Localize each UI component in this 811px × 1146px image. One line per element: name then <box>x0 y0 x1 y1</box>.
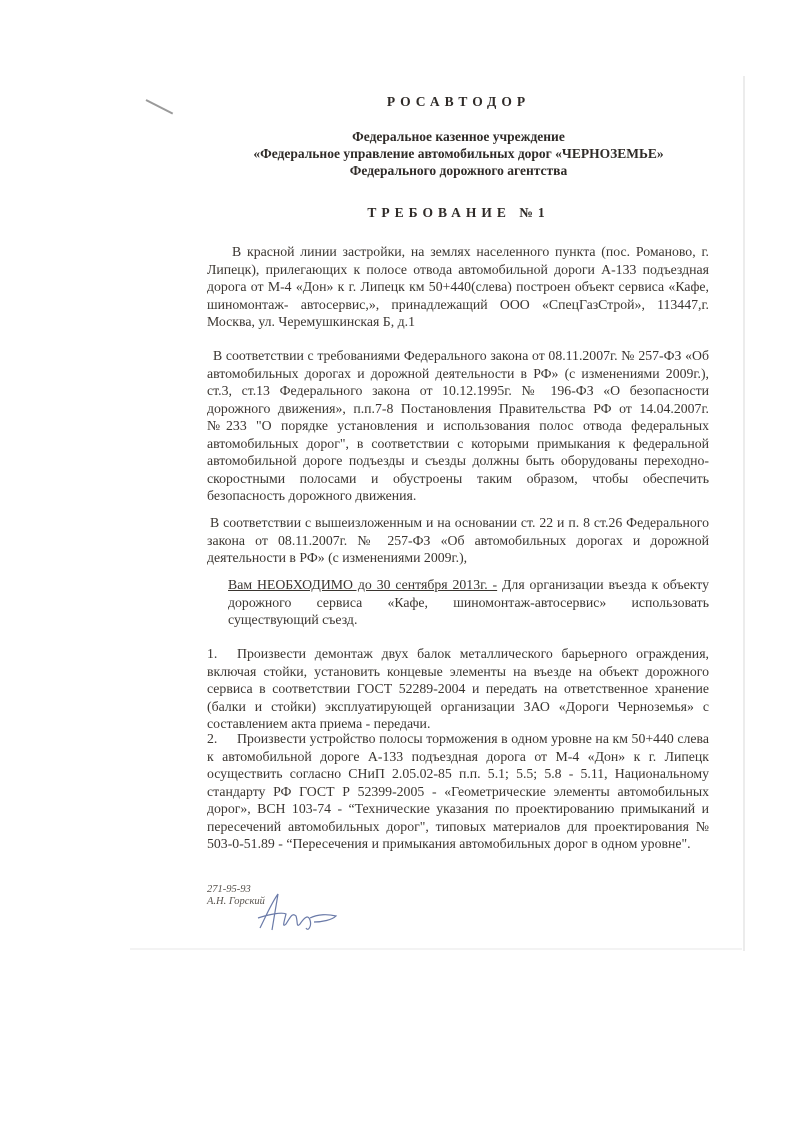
document-title: ТРЕБОВАНИЕ №1 <box>367 205 550 220</box>
signature-icon <box>252 888 342 938</box>
organization-block <box>207 128 710 179</box>
org-line-1: Федеральное казенное учреждение <box>352 129 565 144</box>
scan-page-edge-bottom <box>130 948 742 950</box>
requirement-deadline: Вам НЕОБХОДИМО до 30 сентября 2013г. - <box>228 577 498 592</box>
list-item-text: Произвести устройство полосы торможения в одном уровне на км 50+440 слева к автомобильной дороге А-133 подъездная дорога от М-4 «Дон» к г. Липецк осуществить согласно СНиП 2.05.02-85 п.п. 5.1; 5.5; 5.8 - 5.11, Национальному стандарту РФ ГОСТ Р 52399-2005 - «Геометрические элементы автомобильных дорог», ВСН 103-74 - “Технические указания по проектированию примыканий и пересечений автомобильных дорог", типовых материалов для проектирования № 503-0-51.89 - “Пересечения и примыкания автомобильных дорог в одном уровне". <box>207 731 709 851</box>
paragraph-object-description: В красной линии застройки, на землях населенного пункта (пос. Романово, г. Липецк), прилегающих к полосе отвода автомобильной дороги А-133 подъездная дорога от М-4 «Дон» к г. Липецк км 50+440(слева) построен объект сервиса «Кафе, шиномонтаж- автосервис,», принадлежащий ООО «СпецГазСтрой», 113447,г. Москва, ул. Черемушкинская Б, д.1 <box>207 244 709 329</box>
list-item-number: 1. <box>207 646 218 661</box>
paragraph-grounds: В соответствии с вышеизложенным и на основании ст. 22 и п. 8 ст.26 Федерального закона от 08.11.2007г. № 257-ФЗ «Об автомобильных дорогах и дорожной деятельности в РФ» (с изменениями 2009г.), <box>207 515 709 565</box>
org-line-3: Федерального дорожного агентства <box>349 163 568 178</box>
contact-phone: 271-95-93 <box>207 884 251 895</box>
pen-mark <box>146 99 174 114</box>
scan-page-edge <box>743 76 745 951</box>
list-item <box>207 645 709 733</box>
list-item-text: Произвести демонтаж двух балок металлического барьерного ограждения, включая стойки, установить концевые элементы на въезде на объект дорожного сервиса в соответствии ГОСТ 52289-2004 и передать на ответственное хранение (балки и стойки) эксплуатирующей организации ЗАО «Дороги Черноземья» с составлением акта приема - передачи. <box>207 646 709 731</box>
paragraph-requirement <box>228 576 709 629</box>
agency-name: РОСАВТОДОР <box>386 94 531 109</box>
paragraph-legal-basis: В соответствии с требованиями Федерального закона от 08.11.2007г. № 257-ФЗ «Об автомобильных дорогах и дорожной деятельности в РФ» (с изменениями 2009г.), ст.3, ст.13 Федерального закона от 10.12.1995г. № 196-ФЗ «О безопасности дорожного движения», п.п.7-8 Постановления Правительства РФ от 14.04.2007г. №233 "О порядке установления и использования полос отвода федеральных автомобильных дорог", в соответствии с которыми примыкания к федеральной автомобильной дороге подъезды и съезды должны быть оборудованы переходно-скоростными полосами и обустроены таким образом, чтобы обеспечить безопасность дорожного движения. <box>207 348 709 503</box>
contact-name: А.Н. Горский <box>207 896 265 907</box>
list-item <box>207 730 709 853</box>
list-item-number: 2. <box>207 731 218 746</box>
requirement-text: Для организации въезда к объекту дорожного сервиса «Кафе, шиномонтаж-автосервис» использовать существующий съезд. <box>228 577 710 627</box>
org-line-2: «Федеральное управление автомобильных дорог «ЧЕРНОЗЕМЬЕ» <box>253 146 664 161</box>
